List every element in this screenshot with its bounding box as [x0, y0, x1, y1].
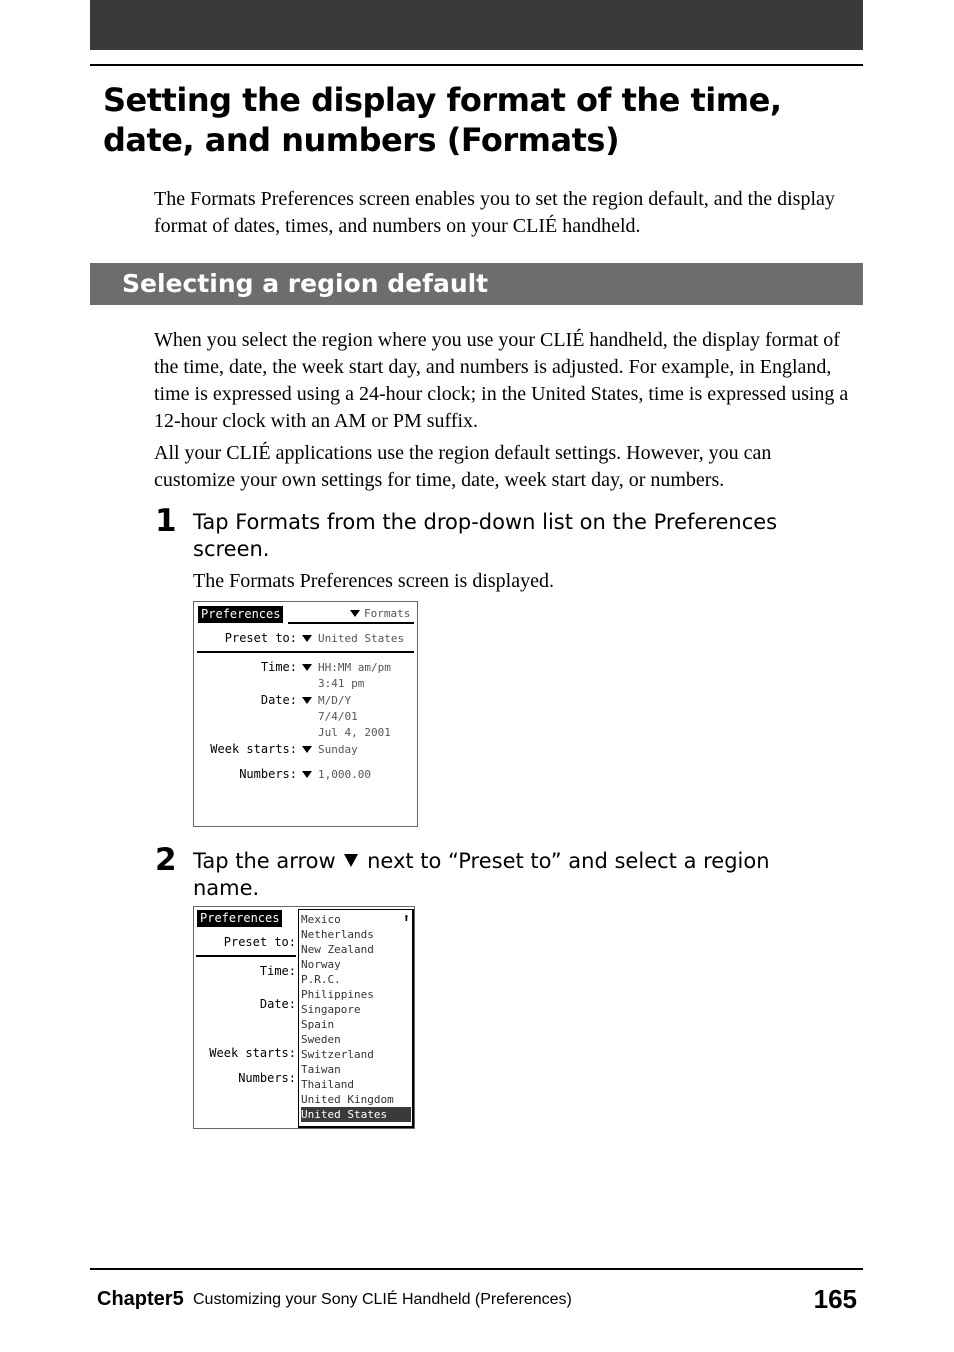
preset-label: Preset to: [224, 631, 297, 645]
list-item[interactable]: P.R.C. [301, 973, 341, 986]
header-bar [90, 0, 863, 50]
title-underline [288, 622, 414, 624]
page-number: 165 [813, 1284, 857, 1314]
list-item[interactable]: Philippines [301, 988, 374, 1001]
footer-chapter: Chapter5 [97, 1288, 184, 1310]
list-item[interactable]: United Kingdom [301, 1093, 394, 1106]
list-item[interactable]: Sweden [301, 1033, 341, 1046]
preset-value[interactable]: United States [318, 632, 405, 645]
list-item[interactable]: New Zealand [301, 943, 374, 956]
date-long-example: Jul 4, 2001 [318, 726, 391, 739]
time-label: Time: [260, 660, 297, 674]
region-list-screen [193, 906, 415, 1129]
date-arrow-icon[interactable] [302, 697, 312, 704]
week-arrow-icon[interactable] [302, 746, 312, 753]
date-short-example: 7/4/01 [318, 710, 358, 723]
time-format[interactable]: HH:MM am/pm [318, 661, 391, 674]
separator [197, 651, 414, 653]
section-title: Selecting a region default [122, 269, 489, 298]
separator [196, 955, 296, 957]
region-list[interactable] [298, 909, 415, 1129]
list-item[interactable]: Singapore [301, 1003, 361, 1016]
menu-arrow-icon[interactable] [350, 610, 360, 617]
preferences-title: Preferences [198, 606, 283, 623]
footer-rule [90, 1268, 863, 1270]
list-item[interactable]: Thailand [301, 1078, 354, 1091]
time-label: Time: [259, 964, 296, 978]
step-1-result: The Formats Preferences screen is displayed. [193, 570, 554, 592]
week-label: Week starts: [210, 742, 297, 756]
step-2-text [193, 848, 813, 902]
step-1-text: Tap Formats from the drop-down list on the Preferences screen. [193, 510, 778, 561]
date-label: Date: [260, 693, 297, 707]
formats-screen [193, 601, 418, 827]
scroll-up-icon[interactable]: ⬆ [402, 911, 410, 925]
list-item[interactable]: Mexico [301, 913, 341, 926]
footer-description: Customizing your Sony CLIÉ Handheld (Preferences) [193, 1291, 572, 1308]
numbers-value[interactable]: 1,000.00 [318, 768, 371, 781]
region-paragraph: When you select the region where you use your CLIÉ handheld, the display format of the time, date, the week start day, and numbers is adjusted. For example, in England, time is expressed using a 24-hour clock; in the United States, time is expressed using a 12-hour clock with an AM or PM suffix. [154, 329, 849, 432]
list-item[interactable]: Spain [301, 1018, 335, 1031]
title-rule [90, 64, 863, 66]
step-1-number: 1 [155, 503, 177, 539]
list-item[interactable]: Netherlands [301, 928, 374, 941]
settings-paragraph: All your CLIÉ applications use the region default settings. However, you can customize your own settings for time, date, week start day, or numbers. [154, 442, 772, 491]
time-example: 3:41 pm [318, 677, 365, 690]
time-arrow-icon[interactable] [302, 664, 312, 671]
week-value[interactable]: Sunday [318, 743, 358, 756]
list-item[interactable]: Switzerland [301, 1048, 374, 1061]
formats-menu[interactable]: Formats [364, 607, 411, 620]
date-label: Date: [259, 997, 296, 1011]
list-item[interactable]: Norway [301, 958, 341, 971]
numbers-label: Numbers: [238, 1071, 296, 1085]
page-title: Setting the display format of the time, date, and numbers (Formats) [103, 81, 782, 159]
numbers-label: Numbers: [239, 767, 297, 781]
preset-label: Preset to: [223, 935, 296, 949]
step-2-number: 2 [155, 842, 177, 878]
step-2-text-before: Tap the arrow [193, 849, 336, 873]
list-item-selected[interactable]: United States [301, 1107, 411, 1122]
step-2-text-after: next to “Preset to” and select a region name. [193, 849, 770, 900]
list-item[interactable]: Taiwan [301, 1063, 341, 1076]
intro-paragraph: The Formats Preferences screen enables you to set the region default, and the display format of dates, times, and numbers on your CLIÉ handheld. [154, 188, 835, 237]
date-format[interactable]: M/D/Y [318, 694, 352, 707]
preset-arrow-icon[interactable] [302, 635, 312, 642]
numbers-arrow-icon[interactable] [302, 771, 312, 778]
week-label: Week starts: [209, 1046, 296, 1060]
preferences-title: Preferences [197, 910, 282, 927]
down-arrow-icon [344, 854, 358, 867]
